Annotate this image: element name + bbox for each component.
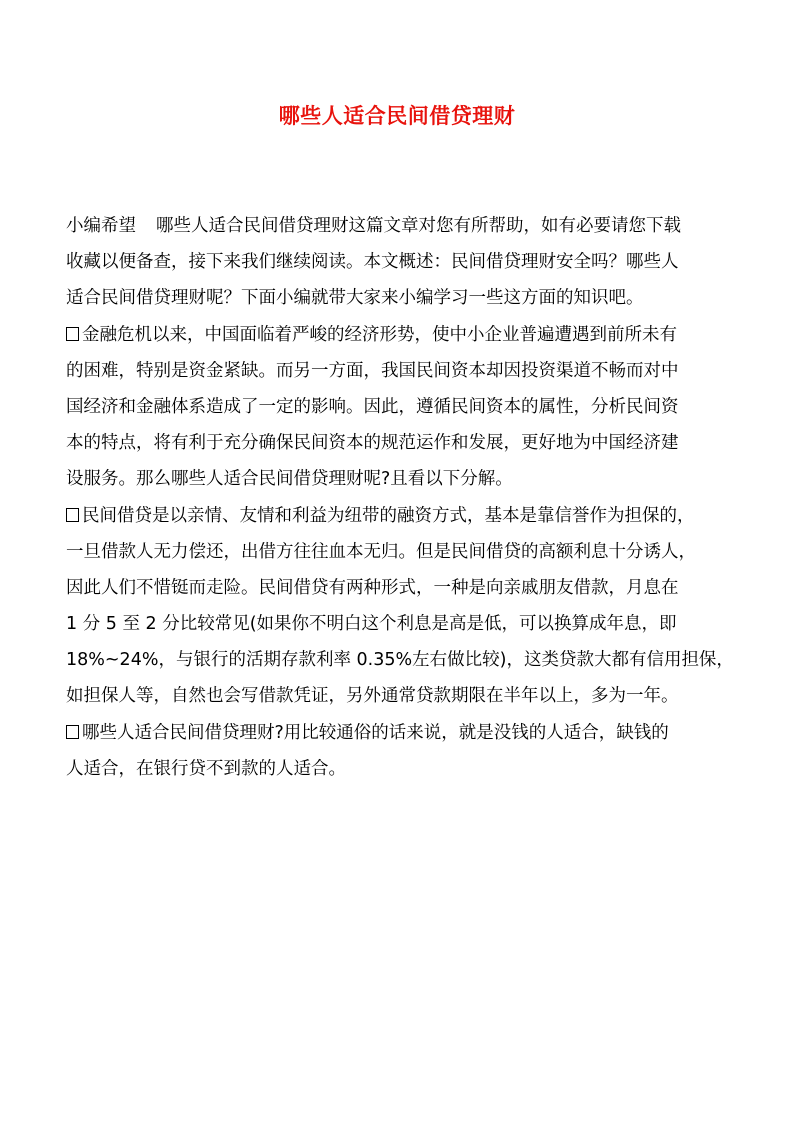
intro-line-2: 收藏以便备查，接下来我们继续阅读。本文概述：民间借贷理财安全吗？哪些人 — [66, 252, 679, 273]
para1-line-4: 本的特点，将有利于充分确保民间资本的规范运作和发展，更好地为中国经济建 — [66, 433, 679, 454]
document-body — [66, 208, 742, 787]
para2-line-6: 如担保人等，自然也会写借款凭证，另外通常贷款期限在半年以上，多为一年。 — [66, 686, 679, 707]
bullet-box-icon — [66, 327, 79, 341]
para2-line-5: 18%~24%，与银行的活期存款利率 0.35%左右做比较)，这类贷款大都有信用担保， — [66, 650, 734, 671]
para3-first-text: 哪些人适合民间借贷理财?用比较通俗的话来说，就是没钱的人适合，缺钱的 — [82, 722, 669, 743]
para1-line-1 — [66, 317, 742, 353]
bullet-box-icon — [66, 508, 79, 522]
para1-line-3: 国经济和金融体系造成了一定的影响。因此，遵循民间资本的属性，分析民间资 — [66, 396, 679, 417]
para2-line-4: 1 分 5 至 2 分比较常见(如果你不明白这个利息是高是低，可以换算成年息，即 — [66, 614, 677, 635]
intro-line-1 — [66, 208, 742, 244]
intro-lead-rest: 哪些人适合民间借贷理财这篇文章对您有所帮助，如有必要请您下载 — [156, 216, 681, 236]
para1-line-5: 设服务。那么哪些人适合民间借贷理财呢?且看以下分解。 — [66, 469, 513, 490]
para3-line-2: 人适合，在银行贷不到款的人适合。 — [66, 758, 346, 779]
para2-line-1 — [66, 498, 742, 534]
para1-line-2: 的困难，特别是资金紧缺。而另一方面，我国民间资本却因投资渠道不畅而对中 — [66, 360, 679, 381]
para2-line-2: 一旦借款人无力偿还，出借方往往血本无归。但是民间借贷的高额利息十分诱人， — [66, 541, 696, 562]
document-title: 哪些人适合民间借贷理财 — [278, 104, 516, 128]
intro-line-3: 适合民间借贷理财呢？下面小编就带大家来小编学习一些这方面的知识吧。 — [66, 288, 644, 309]
para2-line-3: 因此人们不惜铤而走险。民间借贷有两种形式，一种是向亲戚朋友借款，月息在 — [66, 577, 679, 598]
bullet-box-icon — [66, 725, 79, 739]
intro-lead: 小编希望 — [66, 216, 136, 236]
para1-first-text: 金融危机以来，中国面临着严峻的经济形势，使中小企业普遍遭遇到前所未有 — [82, 324, 677, 345]
para2-first-text: 民间借贷是以亲情、友情和利益为纽带的融资方式，基本是靠信誉作为担保的， — [82, 505, 695, 526]
para3-line-1 — [66, 715, 742, 751]
